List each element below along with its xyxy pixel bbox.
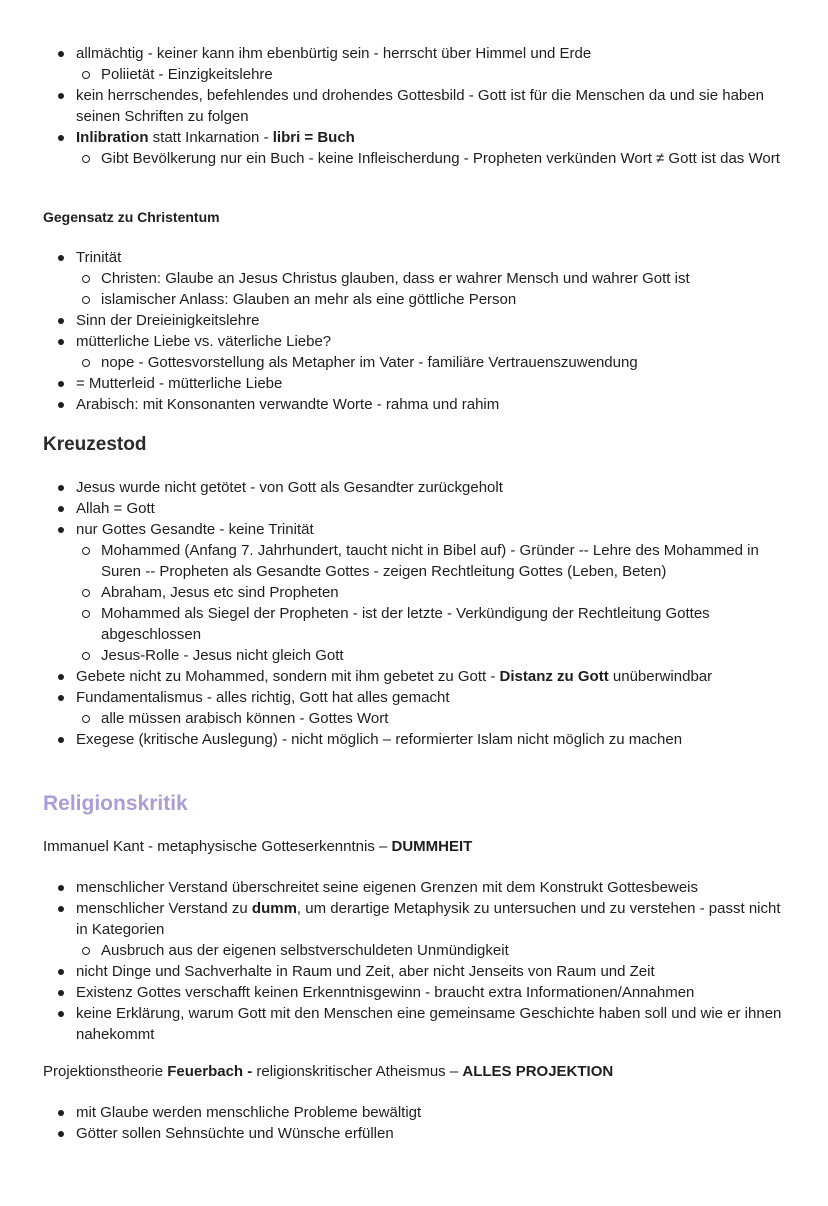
- sub-list-item: Mohammed (Anfang 7. Jahrhundert, taucht nicht in Bibel auf) - Gründer -- Lehre des Mohammed in Suren -- Propheten als Gesandte Gottes - zeigen Rechtleitung Gottes (Leben, Beten): [101, 540, 784, 582]
- sub-list-item: Jesus-Rolle - Jesus nicht gleich Gott: [101, 645, 784, 666]
- list-item: allmächtig - keiner kann ihm ebenbürtig sein - herrscht über Himmel und Erde Poliietät - Einzigkeitslehre: [76, 43, 784, 85]
- sub-list: [76, 268, 784, 310]
- sub-list-item: Gibt Bevölkerung nur ein Buch - keine Infleischerdung - Propheten verkünden Wort ≠ Gott ist das Wort: [101, 148, 784, 169]
- list-item: Fundamentalismus - alles richtig, Gott hat alles gemacht alle müssen arabisch können - Gottes Wort: [76, 687, 784, 729]
- list-item: Allah = Gott: [76, 498, 784, 519]
- sub-list-item: Ausbruch aus der eigenen selbstverschuldeten Unmündigkeit: [101, 940, 784, 961]
- sub-list: [76, 64, 784, 85]
- contrast-list: [0, 247, 828, 415]
- contrast-heading: Gegensatz zu Christentum: [43, 209, 220, 225]
- list-item: Sinn der Dreieinigkeitslehre: [76, 310, 784, 331]
- kreuzestod-list: [0, 477, 828, 750]
- sub-list-item: alle müssen arabisch können - Gottes Wort: [101, 708, 784, 729]
- sub-list: [76, 148, 784, 169]
- feuerbach-paragraph: Projektionstheorie Feuerbach - religionskritischer Atheismus – ALLES PROJEKTION: [43, 1063, 614, 1080]
- contrast-list-block: [0, 247, 828, 415]
- list-item: Inlibration statt Inkarnation - libri = Buch Gibt Bevölkerung nur ein Buch - keine Infleischerdung - Propheten verkünden Wort ≠ Gott ist das Wort: [76, 127, 784, 169]
- kant-list: [0, 877, 828, 1045]
- list-item: keine Erklärung, warum Gott mit den Menschen eine gemeinsame Geschichte haben soll und wie er ihnen nahekommt: [76, 1003, 784, 1045]
- list-item: Trinität Christen: Glaube an Jesus Christus glauben, dass er wahrer Mensch und wahrer Gott ist islamischer Anlass: Glauben an mehr als eine göttliche Person: [76, 247, 784, 310]
- sub-list-item: Christen: Glaube an Jesus Christus glauben, dass er wahrer Mensch und wahrer Gott ist: [101, 268, 784, 289]
- sub-list: [76, 540, 784, 666]
- intro-list: [0, 43, 828, 169]
- list-item: Arabisch: mit Konsonanten verwandte Worte - rahma und rahim: [76, 394, 784, 415]
- list-item: Gebete nicht zu Mohammed, sondern mit ihm gebetet zu Gott - Distanz zu Gott unüberwindbar: [76, 666, 784, 687]
- list-item: kein herrschendes, befehlendes und drohendes Gottesbild - Gott ist für die Menschen da und sie haben seinen Schriften zu folgen: [76, 85, 784, 127]
- kant-paragraph: Immanuel Kant - metaphysische Gotteserkenntnis – DUMMHEIT: [43, 838, 473, 855]
- sub-list: [76, 708, 784, 729]
- sub-list: [76, 940, 784, 961]
- feuerbach-list: [0, 1102, 828, 1144]
- list-item: nur Gottes Gesandte - keine Trinität Mohammed (Anfang 7. Jahrhundert, taucht nicht in Bibel auf) - Gründer -- Lehre des Mohammed in Suren -- Propheten als Gesandte Gottes - zeigen Rechtleitung Gottes (Leben, Beten) Abraham, Jesus etc sind Propheten Mohammed als Siegel der Propheten - ist der letzte - Verkündigung der Rechtleitung Gottes abgeschlossen Jesus-Rolle - Jesus nicht gleich Gott: [76, 519, 784, 666]
- list-item: Exegese (kritische Auslegung) - nicht möglich – reformierter Islam nicht möglich zu machen: [76, 729, 784, 750]
- list-item: Jesus wurde nicht getötet - von Gott als Gesandter zurückgeholt: [76, 477, 784, 498]
- list-item: Götter sollen Sehnsüchte und Wünsche erfüllen: [76, 1123, 784, 1144]
- kreuzestod-heading: Kreuzestod: [43, 434, 147, 455]
- sub-list-item: Abraham, Jesus etc sind Propheten: [101, 582, 784, 603]
- list-item: mit Glaube werden menschliche Probleme bewältigt: [76, 1102, 784, 1123]
- intro-list-block: [0, 43, 828, 169]
- list-item: menschlicher Verstand zu dumm, um derartige Metaphysik zu untersuchen und zu verstehen - passt nicht in Kategorien Ausbruch aus der eigenen selbstverschuldeten Unmündigkeit: [76, 898, 784, 961]
- feuerbach-list-block: [0, 1102, 828, 1144]
- kant-list-block: [0, 877, 828, 1045]
- kreuzestod-list-block: [0, 477, 828, 750]
- sub-list: [76, 352, 784, 373]
- sub-list-item: nope - Gottesvorstellung als Metapher im Vater - familiäre Vertrauenszuwendung: [101, 352, 784, 373]
- religionskritik-heading: Religionskritik: [43, 792, 188, 815]
- sub-list-item: Mohammed als Siegel der Propheten - ist der letzte - Verkündigung der Rechtleitung Gottes abgeschlossen: [101, 603, 784, 645]
- sub-list-item: Poliietät - Einzigkeitslehre: [101, 64, 784, 85]
- list-item: mütterliche Liebe vs. väterliche Liebe? nope - Gottesvorstellung als Metapher im Vater - familiäre Vertrauenszuwendung: [76, 331, 784, 373]
- list-item: = Mutterleid - mütterliche Liebe: [76, 373, 784, 394]
- list-item: nicht Dinge und Sachverhalte in Raum und Zeit, aber nicht Jenseits von Raum und Zeit: [76, 961, 784, 982]
- list-item: menschlicher Verstand überschreitet seine eigenen Grenzen mit dem Konstrukt Gottesbeweis: [76, 877, 784, 898]
- sub-list-item: islamischer Anlass: Glauben an mehr als eine göttliche Person: [101, 289, 784, 310]
- list-item: Existenz Gottes verschafft keinen Erkenntnisgewinn - braucht extra Informationen/Annahmen: [76, 982, 784, 1003]
